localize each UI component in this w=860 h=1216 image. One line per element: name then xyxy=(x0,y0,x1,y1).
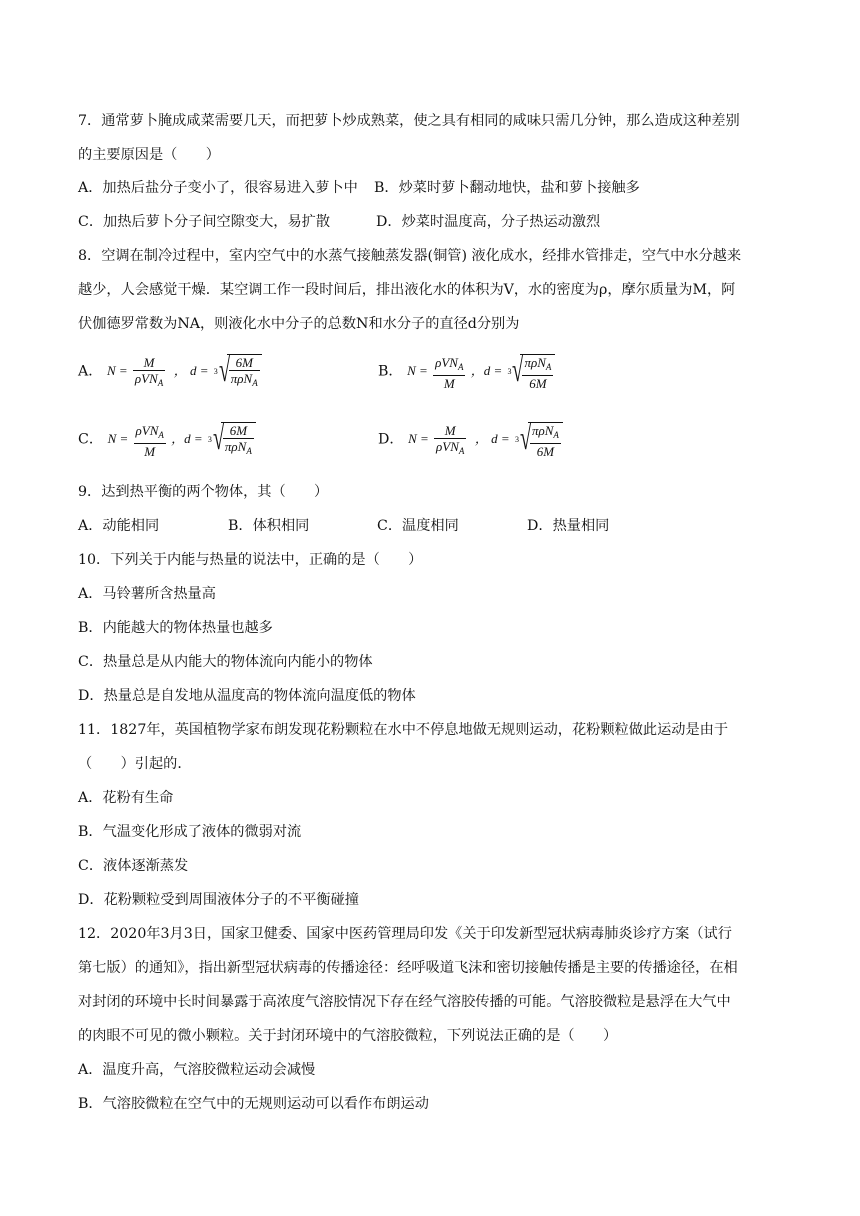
fraction: $\frac{\rho VN_A}{M}$ xyxy=(435,354,464,391)
q9-option-d: D．热量相同 xyxy=(527,518,610,534)
q12-stem-line1: 12．2020年3月3日，国家卫健委、国家中医药管理局印发《关于印发新型冠状病毒肺炎诊疗方案（试行 xyxy=(78,926,732,942)
q11-option-b: B．气温变化形成了液体的微弱对流 xyxy=(78,824,302,840)
fraction: $\frac{\rho VN_A}{M}$ xyxy=(135,422,164,459)
fraction: $\frac{M}{\rho VN_A}$ xyxy=(436,422,465,456)
q12-option-b: B．气溶胶微粒在空气中的无规则运动可以看作布朗运动 xyxy=(78,1096,429,1112)
q7-option-b: B．炒菜时萝卜翻动地快，盐和萝卜接触多 xyxy=(374,180,640,196)
cube-root: 3 √ $\frac{6M}{\pi\rho N_A}$ xyxy=(208,422,256,459)
q8-option-b-formula: N = $\frac{\rho VN_A}{M}$ ，d = 3 √ $\frac{\pi\rho N_A}{6M}$ xyxy=(407,363,555,378)
q9-option-b: B．体积相同 xyxy=(228,518,310,534)
cube-root: 3 √ $\frac{\pi\rho N_A}{6M}$ xyxy=(507,354,555,391)
q10-option-d: D．热量总是自发地从温度高的物体流向温度低的物体 xyxy=(78,688,416,704)
q8-option-d-label: D． xyxy=(378,431,404,448)
q8-stem-line3: 伏伽德罗常数为NA，则液化水中分子的总数N和水分子的直径d分别为 xyxy=(78,316,520,332)
fraction: $\frac{M}{\rho VN_A}$ xyxy=(134,354,164,388)
q7-stem-line1: 7．通常萝卜腌成咸菜需要几天，而把萝卜炒成熟菜，使之具有相同的咸味只需几分钟，那么造成这种差别 xyxy=(78,113,740,129)
q8-option-a-formula: N = $\frac{M}{\rho VN_A}$ ， d = 3 √ $\frac{6M}{\pi\rho N_A}$ xyxy=(107,363,262,378)
q8-option-c xyxy=(78,422,256,459)
q7-stem-line2: 的主要原因是（ ） xyxy=(78,147,220,163)
q10-option-b: B．内能越大的物体热量也越多 xyxy=(78,620,273,636)
q10-stem: 10．下列关于内能与热量的说法中，正确的是（ ） xyxy=(78,552,423,568)
q11-option-d: D．花粉颗粒受到周围液体分子的不平衡碰撞 xyxy=(78,892,359,908)
q11-stem-line1: 11．1827年，英国植物学家布朗发现花粉颗粒在水中不停息地做无规则运动，花粉颗粒做此运动是由于 xyxy=(78,722,729,738)
q11-option-c: C．液体逐渐蒸发 xyxy=(78,858,189,874)
q7-option-a: A．加热后盐分子变小了，很容易进入萝卜中 xyxy=(78,180,358,196)
cube-root: 3 √ $\frac{\pi\rho N_A}{6M}$ xyxy=(515,422,563,459)
q11-stem-line2: （ ）引起的． xyxy=(78,756,192,772)
q8-option-d xyxy=(378,422,563,459)
q8-option-b-label: B． xyxy=(378,363,403,380)
q8-stem-line1: 8．空调在制冷过程中，室内空气中的水蒸气接触蒸发器(铜管) 液化成水，经排水管排走，空气中水分越来 xyxy=(78,248,742,264)
q7-option-d: D．炒菜时温度高，分子热运动激烈 xyxy=(376,214,601,230)
q8-option-a xyxy=(78,354,262,391)
q10-option-c: C．热量总是从内能大的物体流向内能小的物体 xyxy=(78,654,373,670)
q12-stem-line2: 第七版）的通知》，指出新型冠状病毒的传播途径：经呼吸道飞沫和密切接触传播是主要的传播途径，在相 xyxy=(78,960,738,976)
q12-stem-line4: 的肉眼不可见的微小颗粒。关于封闭环境中的气溶胶微粒，下列说法正确的是（ ） xyxy=(78,1028,618,1044)
q8-option-b xyxy=(378,354,555,391)
q9-option-a: A．动能相同 xyxy=(78,518,160,534)
q10-option-a: A．马铃薯所含热量高 xyxy=(78,586,216,602)
q8-stem-line2: 越少，人会感觉干燥．某空调工作一段时间后，排出液化水的体积为V，水的密度为ρ，摩尔质量为M，阿 xyxy=(78,282,736,298)
q7-option-c: C．加热后萝卜分子间空隙变大，易扩散 xyxy=(78,214,331,230)
cube-root: 3 √ $\frac{6M}{\pi\rho N_A}$ xyxy=(214,354,262,391)
q9-option-c: C．温度相同 xyxy=(377,518,459,534)
q8-option-a-label: A． xyxy=(78,363,103,380)
q12-option-a: A．温度升高，气溶胶微粒运动会减慢 xyxy=(78,1062,316,1078)
q9-stem: 9．达到热平衡的两个物体，其（ ） xyxy=(78,484,329,500)
q11-option-a: A．花粉有生命 xyxy=(78,790,174,806)
q8-option-d-formula: N = $\frac{M}{\rho VN_A}$ ， d = 3 √ $\frac{\pi\rho N_A}{6M}$ xyxy=(408,431,563,446)
q8-option-c-label: C． xyxy=(78,431,104,448)
q12-stem-line3: 对封闭的环境中长时间暴露于高浓度气溶胶情况下存在经气溶胶传播的可能。气溶胶微粒是悬浮在大气中 xyxy=(78,994,731,1010)
q8-option-c-formula: N = $\frac{\rho VN_A}{M}$ ，d = 3 √ $\frac{6M}{\pi\rho N_A}$ xyxy=(108,431,256,446)
